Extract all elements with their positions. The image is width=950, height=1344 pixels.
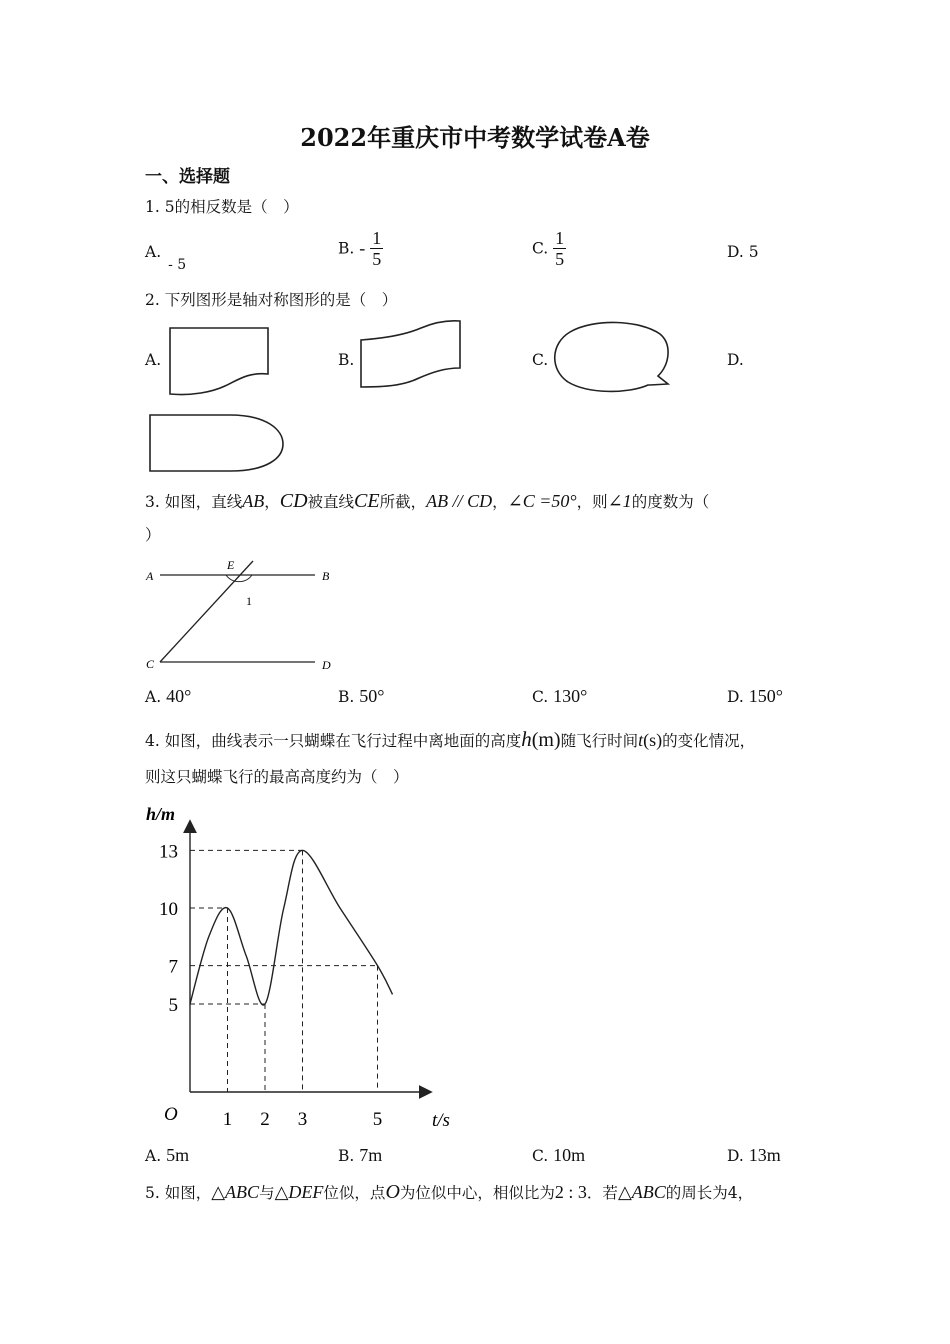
option-value: 5m: [166, 1145, 190, 1165]
q3-option-c[interactable]: [532, 686, 587, 707]
math-t: t: [638, 730, 644, 750]
stem-text: 被直线: [307, 493, 355, 511]
stem-text: ，: [492, 493, 508, 511]
option-letter: D.: [727, 1147, 744, 1165]
page-title: 2022年重庆市中考数学试卷A卷: [300, 123, 650, 152]
stem-text: 位似，点: [323, 1184, 386, 1202]
option-letter: A.: [145, 243, 162, 261]
math-abc: △ABC: [211, 1182, 260, 1202]
option-value: 50°: [359, 686, 385, 706]
x-tick-label: 1: [222, 1109, 233, 1130]
denominator: 5: [555, 249, 565, 269]
unit-m: (m): [531, 729, 561, 751]
q4-chart: [140, 800, 470, 1140]
option-letter: D.: [727, 243, 744, 261]
option-value: 150°: [748, 686, 783, 706]
option-letter: A.: [145, 1147, 162, 1165]
option-letter: C.: [532, 688, 549, 706]
q1-option-a[interactable]: [145, 243, 187, 273]
q4-option-b[interactable]: [338, 1145, 382, 1166]
option-letter: C.: [532, 239, 549, 258]
stem-text: 与: [259, 1184, 275, 1202]
math-abc: △ABC: [617, 1182, 666, 1202]
stem-text: ，则: [576, 493, 608, 511]
q1-option-b[interactable]: [338, 228, 383, 269]
label-d: D: [322, 658, 331, 672]
shape-c: [548, 318, 673, 396]
stem-text: 为位似中心，相似比为: [399, 1184, 555, 1202]
math-h: h: [521, 727, 532, 751]
stem-text: 的变化情况，: [662, 732, 756, 750]
stem-text: 3. 如图，直线: [145, 493, 243, 511]
x-axis-label: t/s: [432, 1110, 450, 1131]
stem-text: 4. 如图，曲线表示一只蝴蝶在飞行过程中离地面的高度: [145, 732, 522, 750]
unit-s: (s): [643, 730, 663, 750]
q2-option-d-label[interactable]: D.: [727, 351, 744, 369]
q3-figure: [140, 555, 340, 675]
q3-option-a[interactable]: [145, 686, 191, 707]
math-ab: AB: [242, 491, 265, 511]
math-cd: CD: [279, 490, 308, 512]
stem-text: 的度数为（: [631, 493, 710, 511]
q2-option-b-label[interactable]: B.: [338, 351, 355, 369]
q4-option-c[interactable]: [532, 1145, 585, 1166]
option-letter: A.: [145, 688, 162, 706]
chart-guides: [190, 850, 378, 1092]
math-ce: CE: [354, 490, 380, 512]
q4-option-a[interactable]: [145, 1145, 189, 1166]
numerator: 1: [372, 228, 382, 248]
height-curve: [190, 850, 393, 1005]
q5-stem: [145, 1181, 825, 1204]
option-value: 40°: [166, 686, 192, 706]
denominator: 5: [372, 249, 382, 269]
label-a: A: [146, 569, 154, 583]
q1-option-c[interactable]: [532, 228, 566, 269]
numerator: 1: [555, 228, 565, 248]
stem-text: 随飞行时间: [560, 732, 639, 750]
option-value: 13m: [748, 1145, 781, 1165]
q1-option-d[interactable]: [727, 243, 759, 261]
option-letter: C.: [532, 1147, 549, 1165]
q3-stem: [145, 490, 805, 513]
shape-a: [160, 320, 270, 400]
option-value: 130°: [553, 686, 588, 706]
option-value: 7m: [359, 1145, 383, 1165]
fraction: [370, 228, 383, 269]
option-letter: D.: [727, 688, 744, 706]
y-tick-label: 5: [168, 995, 178, 1016]
shape-d: [145, 410, 285, 476]
option-letter: B.: [338, 1147, 355, 1165]
label-c: C: [146, 657, 155, 671]
section-heading: 一、选择题: [145, 167, 230, 187]
line-ce: [160, 561, 253, 662]
q4-option-d[interactable]: [727, 1145, 781, 1166]
stem-text: ，: [264, 493, 280, 511]
math-def: △DEF: [274, 1182, 324, 1202]
x-tick-label: 3: [297, 1109, 308, 1130]
y-tick-label: 13: [159, 841, 178, 863]
fraction: [553, 228, 566, 269]
math-parallel: AB // CD: [426, 491, 493, 511]
label-e: E: [227, 558, 235, 572]
minus-sign: -: [359, 238, 366, 258]
option-value: 10m: [553, 1145, 586, 1165]
q3-option-b[interactable]: [338, 686, 384, 707]
math-angle-c: ∠C =50°: [507, 491, 577, 511]
q3-option-d[interactable]: [727, 686, 783, 707]
option-letter: B.: [338, 239, 355, 258]
origin-label: O: [164, 1104, 178, 1125]
x-tick-label: 5: [372, 1109, 383, 1130]
stem-text: ．若: [586, 1184, 618, 1202]
y-axis-label: h/m: [146, 804, 176, 824]
option-letter: B.: [338, 688, 355, 706]
label-b: B: [322, 569, 330, 583]
q3-stem-end: ）: [145, 526, 161, 544]
q2-option-a-label[interactable]: A.: [145, 351, 162, 369]
q2-stem: 2. 下列图形是轴对称图形的是（ ）: [145, 291, 398, 309]
math-angle-1: ∠1: [607, 491, 632, 511]
q4-stem-line2: 则这只蝴蝶飞行的最高高度约为（ ）: [145, 768, 409, 786]
ratio: 2 : 3: [554, 1182, 587, 1202]
stem-text: 5. 如图，: [145, 1184, 212, 1202]
option-value: - 5: [168, 257, 187, 273]
chart-series: [190, 850, 393, 1005]
x-tick-label: 2: [260, 1109, 270, 1130]
q1-stem: 1. 5的相反数是（ ）: [145, 198, 299, 216]
stem-text: 的周长为4，: [665, 1184, 754, 1202]
q4-stem: [145, 728, 825, 752]
y-tick-label: 7: [168, 956, 178, 978]
chart-axes: [190, 822, 430, 1092]
q2-option-c-label[interactable]: C.: [532, 351, 549, 369]
y-tick-label: 10: [159, 899, 178, 920]
math-o: O: [385, 1181, 400, 1203]
label-angle-1: 1: [246, 594, 252, 608]
shape-b: [355, 316, 467, 394]
option-value: 5: [748, 243, 759, 261]
stem-text: 所截，: [379, 493, 427, 511]
